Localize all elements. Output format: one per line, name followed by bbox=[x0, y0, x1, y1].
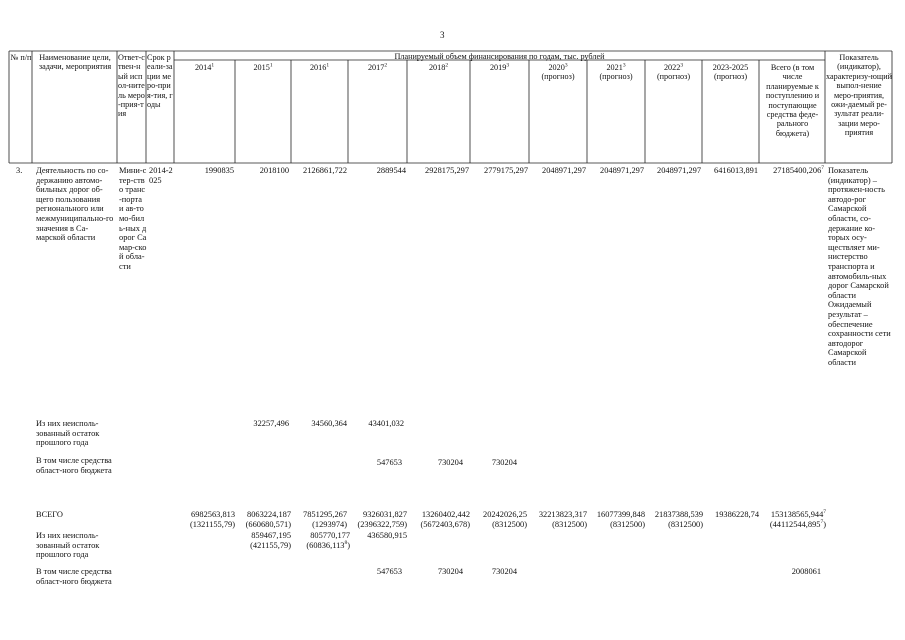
total-2022: 21837388,539 (8312500) bbox=[654, 510, 703, 529]
total-2023-2025: 19386228,74 bbox=[715, 510, 759, 519]
total-2017: 9326031,827 (2396322,759) bbox=[357, 510, 407, 529]
row3-value-2019: 2779175,297 bbox=[484, 166, 528, 175]
row3-value-2014: 1990835 bbox=[204, 166, 234, 175]
row3-value-2022: 2048971,297 bbox=[657, 166, 701, 175]
header-num: № п/п bbox=[10, 53, 32, 62]
total-regional-label: В том числе средства област-ного бюджета bbox=[36, 567, 112, 586]
total-2021: 16077399,848 (8312500) bbox=[596, 510, 645, 529]
row3-regional-2019: 730204 bbox=[491, 458, 517, 467]
header-year-2017: 2017$^2$ bbox=[367, 62, 388, 72]
header-year-2016: 2016$^1$ bbox=[309, 62, 330, 72]
row3-num: 3. bbox=[16, 166, 23, 175]
header-year-2014: 2014$^1$ bbox=[194, 62, 215, 72]
total-regional-all: 2008061 bbox=[791, 567, 821, 576]
header-year-2019: 2019$^3$ bbox=[489, 62, 510, 72]
header-year-2022: 2022$^3$ (прогноз) bbox=[656, 62, 691, 82]
row3-regional-label: В том числе средства област-ного бюджета bbox=[36, 456, 112, 475]
row3-indicator: Показатель (индикатор) – протяжен-ность автодо-рог Самарской области, со-держание ко-торых осу-ществляет ми-нистерство транспорта и автомобиль-ных дорог Самарской области Ожидаемый результат – обеспечение сохранности сети автодорог Самарской области bbox=[828, 166, 891, 367]
row3-total: 27185400,206$^7$ bbox=[773, 165, 824, 175]
total-regional-2017: 547653 bbox=[376, 567, 402, 576]
row3-value-2016: 2126861,722 bbox=[303, 166, 347, 175]
total-2020: 32213823,317 (8312500) bbox=[538, 510, 587, 529]
header-name: Наименование цели, задачи, мероприятия bbox=[38, 53, 112, 72]
row3-unused-2017: 43401,032 bbox=[368, 419, 404, 428]
total-unused-label: Из них неисполь-зованный остаток прошлого года bbox=[36, 531, 100, 560]
row3-responsible: Мини-стер-ство транс-порта и ав-томо-биль-ных дорог Самар-ской обла-сти bbox=[119, 166, 147, 271]
header-year-2015: 2015$^1$ bbox=[253, 62, 273, 72]
header-funding-title: Планируемый объем финансирования по годам, тыс. рублей bbox=[394, 52, 605, 61]
header-year-2023-2025: 2023-2025 (прогноз) bbox=[712, 63, 749, 82]
total-regional-2018: 730204 bbox=[437, 567, 463, 576]
row3-period: 2014-2025 bbox=[149, 166, 173, 185]
page-number: 3 bbox=[440, 30, 445, 40]
header-year-2021: 2021$^3$ (прогноз) bbox=[599, 62, 633, 82]
row3-regional-2017: 547653 bbox=[376, 458, 402, 467]
total-2016: 7851295,267 (1293974) bbox=[303, 510, 347, 529]
row3-regional-2018: 730204 bbox=[437, 458, 463, 467]
header-total: Всего (в том числе планируемые к поступлению и поступающие средства феде-рального бюджета) bbox=[765, 63, 820, 138]
row3-value-2020: 2048971,297 bbox=[542, 166, 586, 175]
total-all: 153138565,944$^7$ (44112544,895$^7$) bbox=[769, 509, 826, 529]
row3-value-2023-2025: 6416013,891 bbox=[714, 166, 758, 175]
row3-unused-2015: 32257,496 bbox=[253, 419, 289, 428]
row3-value-2021: 2048971,297 bbox=[600, 166, 644, 175]
total-2014: 6982563,813 (1321155,79) bbox=[189, 510, 235, 529]
row3-value-2018: 2928175,297 bbox=[425, 166, 469, 175]
header-year-2018: 2018$^2$ bbox=[428, 62, 449, 72]
header-indicator: Показатель (индикатор), характеризу-ющий выпол-нение меро-приятия, ожи-даемый ре-зультат реали-зации меро-приятия bbox=[826, 53, 892, 138]
row3-unused-2016: 34560,364 bbox=[311, 419, 347, 428]
total-2018: 13260402,442 (5672403,678) bbox=[420, 510, 470, 529]
header-period: Срок реали-зации меро-прия-тия, годы bbox=[147, 53, 173, 110]
header-year-2020: 2020$^3$ (прогноз) bbox=[541, 62, 575, 82]
total-unused-2017: 436580,915 bbox=[367, 531, 407, 540]
total-2015: 8063224,187 (660680,571) bbox=[245, 510, 291, 529]
total-regional-2019: 730204 bbox=[491, 567, 517, 576]
row3-unused-label: Из них неисполь-зованный остаток прошлого года bbox=[36, 419, 100, 448]
row3-value-2015: 2018100 bbox=[259, 166, 289, 175]
total-unused-2016: 805770,177 (60836,113$^8$) bbox=[306, 531, 350, 550]
row3-value-2017: 2889544 bbox=[376, 166, 406, 175]
total-unused-2015: 859467,195 (421155,79) bbox=[250, 531, 291, 550]
total-2019: 20242026,25 (8312500) bbox=[483, 510, 527, 529]
row3-name: Деятельность по со-держанию автомо-бильных дорог об-щего пользования регионального или межмуниципально-го значения в Са-марской области bbox=[36, 166, 114, 243]
total-label: ВСЕГО bbox=[36, 510, 63, 519]
header-responsible: Ответ-ствен-ный испол-нитель меро-прия-тия bbox=[118, 53, 145, 119]
